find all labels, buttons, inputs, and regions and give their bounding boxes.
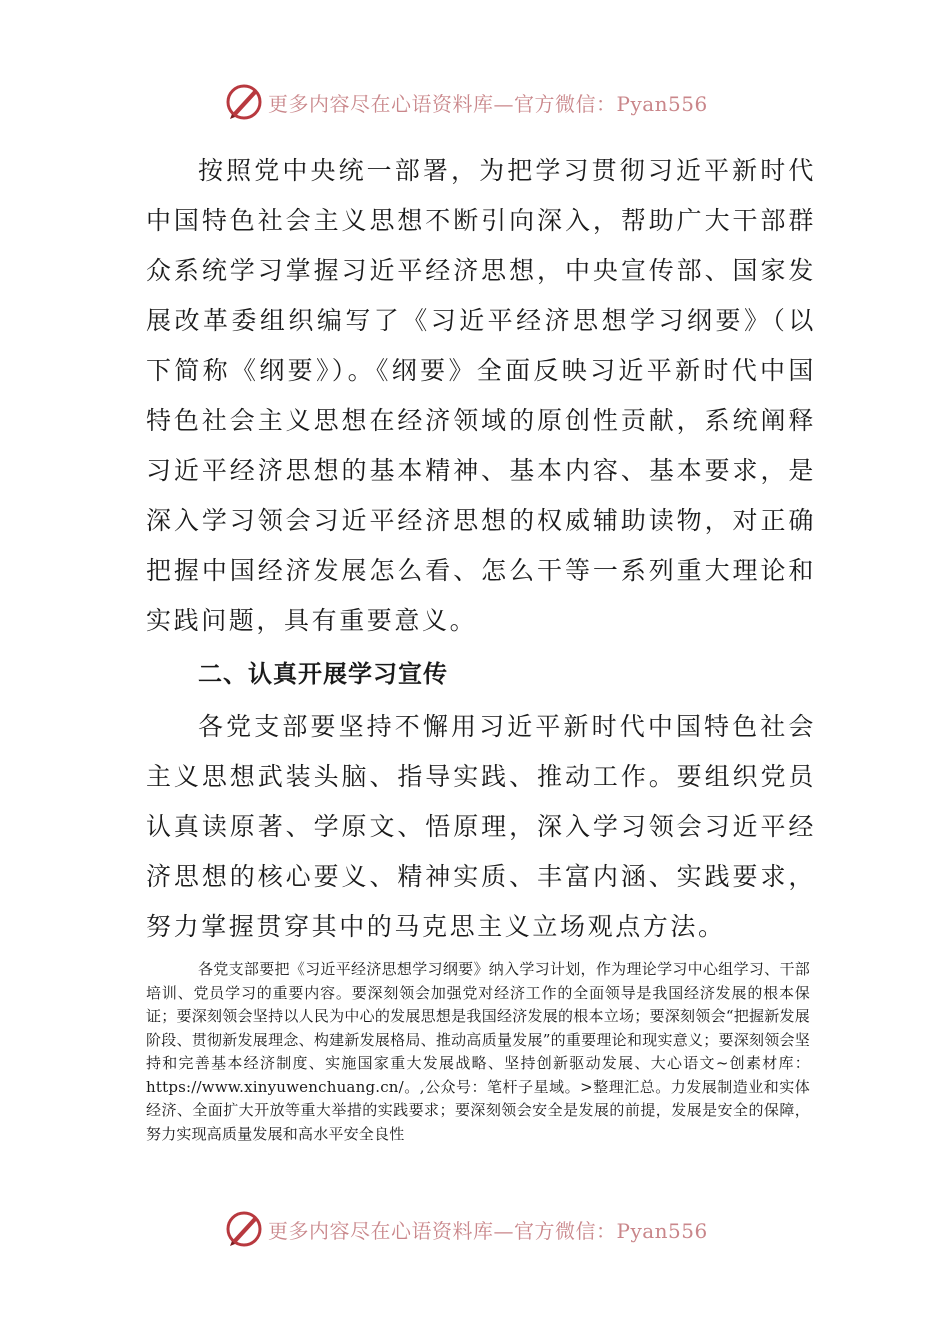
paragraph-1: 按照党中央统一部署，为把学习贯彻习近平新时代中国特色社会主义思想不断引向深入，帮助广大干部群众系统学习掌握习近平经济思想，中央宣传部、国家发展改革委组织编写了《习近平经济思想学习纲要》（以下简称《纲要》）。《纲要》全面反映习近平新时代中国特色社会主义思想在经济领域的原创性贡献，系统阐释习近平经济思想的基本精神、基本内容、基本要求，是深入学习领会习近平经济思想的权威辅助读物，对正确把握中国经济发展怎么看、怎么干等一系列重大理论和实践问题，具有重要意义。 — [146, 156, 816, 635]
paragraph-2: 各党支部要坚持不懈用习近平新时代中国特色社会主义思想武装头脑、指导实践、推动工作。要组织党员认真读原著、学原文、悟原理，深入学习领会习近平经济思想的核心要义、精神实质、丰富内涵、实践要求，努力掌握贯穿其中的马克思主义立场观点方法。 — [146, 712, 816, 941]
section-heading: 二、认真开展学习宣传 — [198, 660, 448, 688]
watermark-text: 更多内容尽在心语资料库—官方微信：Pyan556 — [268, 1218, 708, 1243]
document-body — [146, 146, 816, 952]
small-paragraph: 各党支部要把《习近平经济思想学习纲要》纳入学习计划，作为理论学习中心组学习、干部培训、党员学习的重要内容。要深刻领会加强党对经济工作的全面领导是我国经济发展的根本保证；要深刻领会坚持以人民为中心的发展思想是我国经济发展的根本立场；要深刻领会“把握新发展阶段、贯彻新发展理念、构建新发展格局、推动高质量发展”的重要理论和现实意义；要深刻领会坚持和完善基本经济制度、实施国家重大发展战略、坚持创新驱动发展、大心语文~创素材库：https://www.xinyuwenchuang.cn/。,公众号：笔杆子星域。>整理汇总。力发展制造业和实体经济、全面扩大开放等重大举措的实践要求；要深刻领会安全是发展的前提，发展是安全的保障，努力实现高质量发展和高水平安全良性 — [146, 960, 810, 1143]
pen-logo-icon — [224, 1209, 264, 1249]
pen-logo-icon — [224, 82, 264, 122]
footer-watermark — [224, 1207, 708, 1251]
watermark-text: 更多内容尽在心语资料库—官方微信：Pyan556 — [268, 91, 708, 116]
header-watermark — [224, 80, 708, 124]
